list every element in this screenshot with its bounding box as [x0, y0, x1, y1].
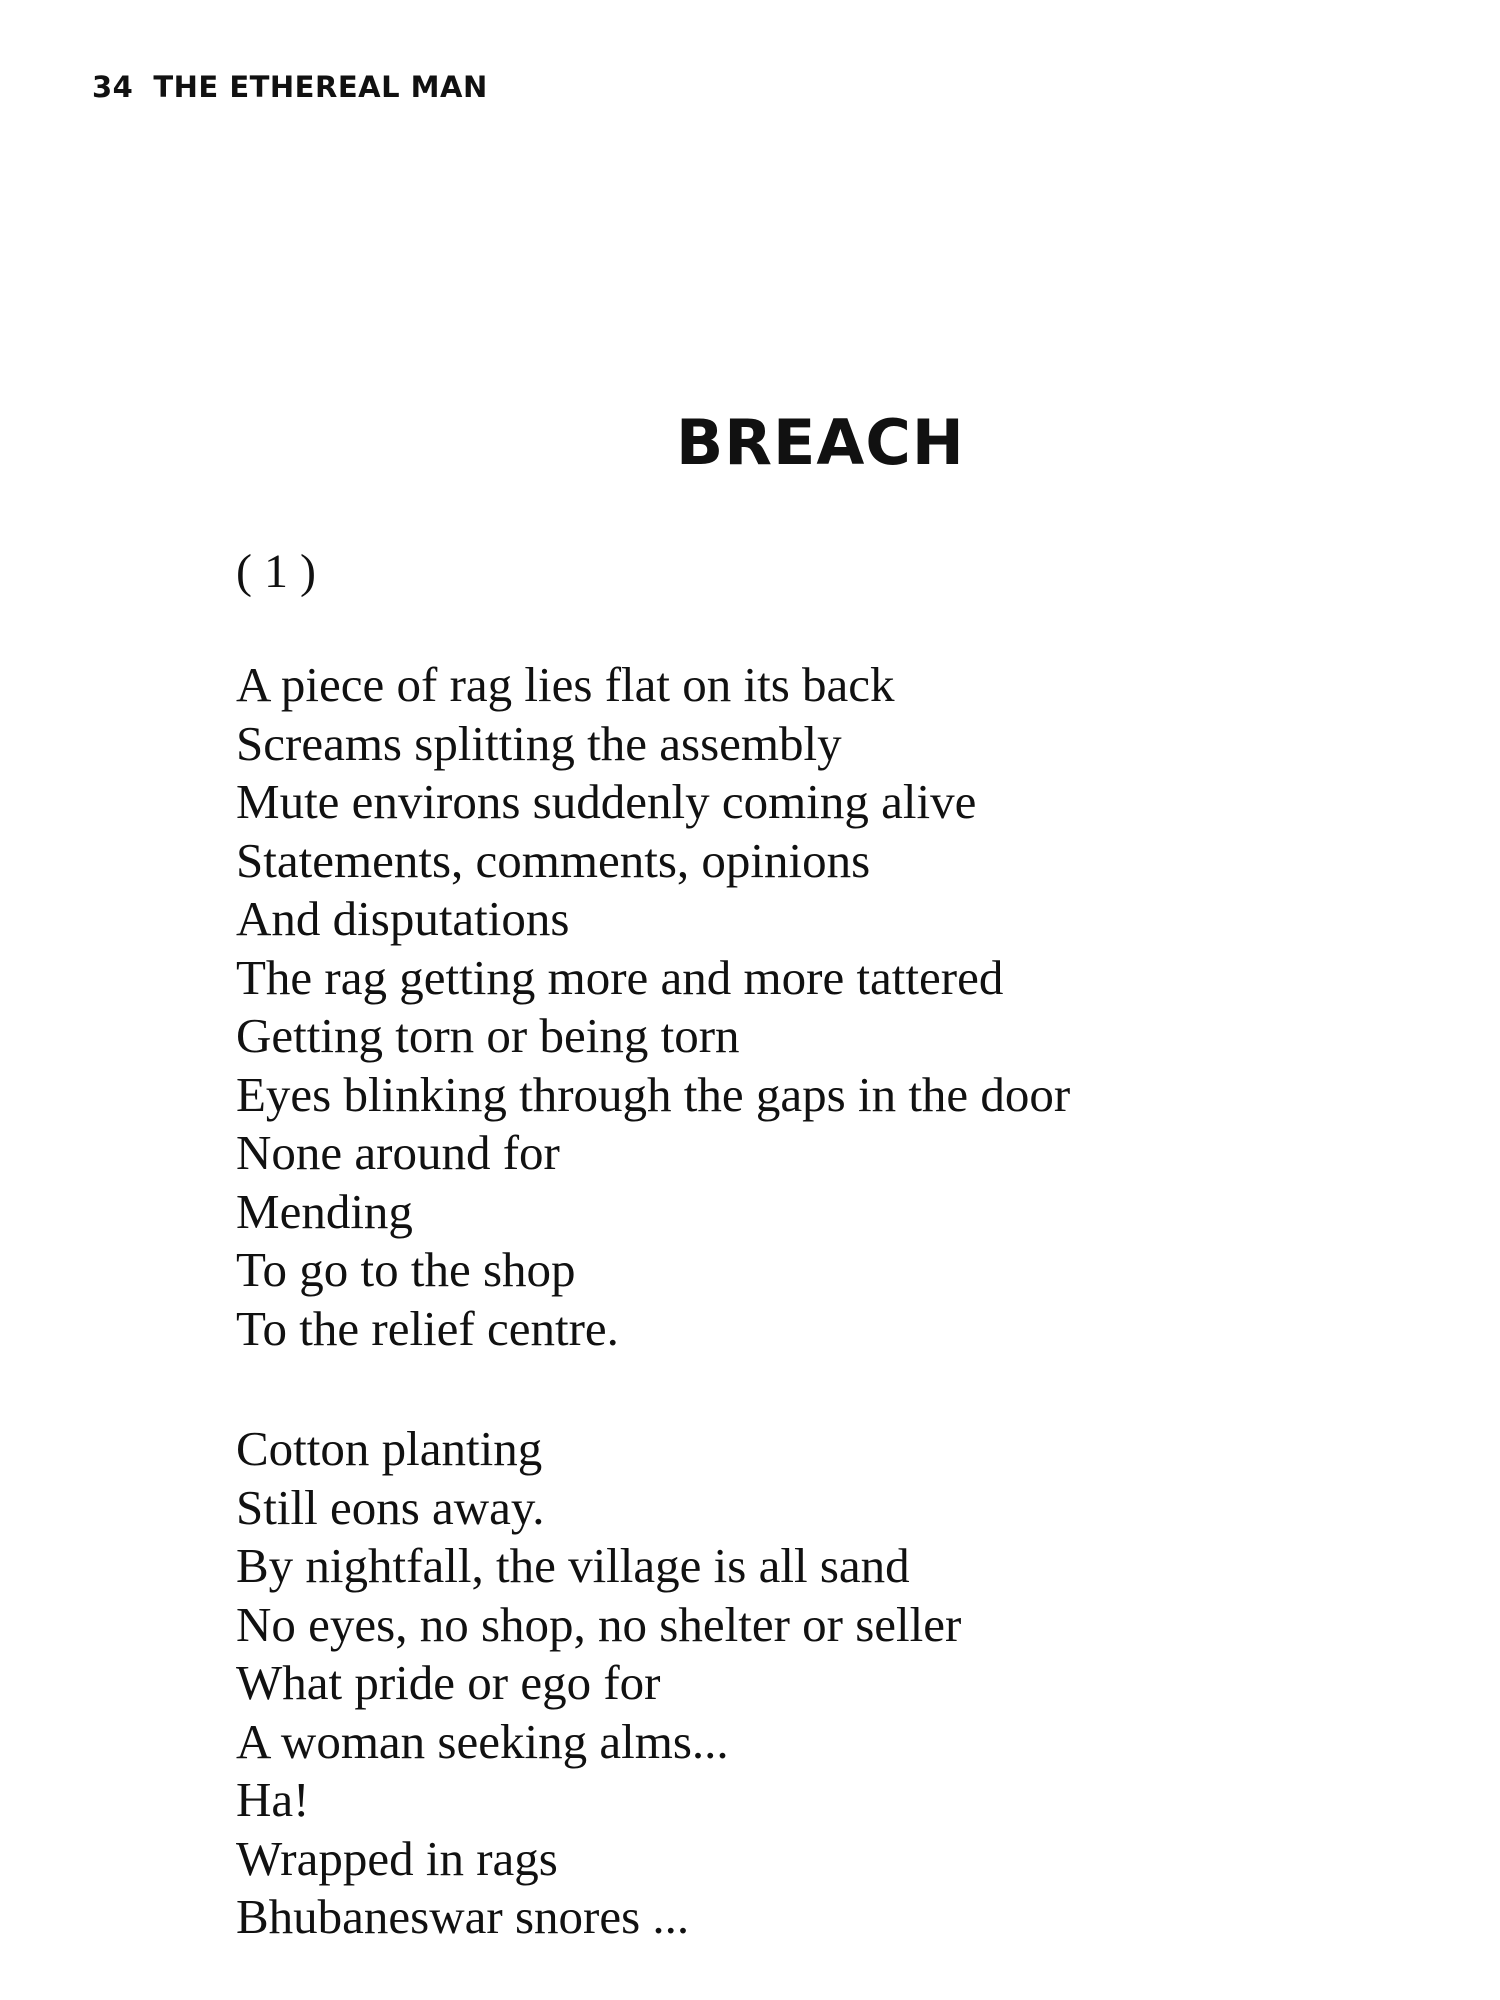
- poem-line: Bhubaneswar snores ...: [236, 1889, 690, 1944]
- poem-line: Getting torn or being torn: [236, 1008, 740, 1063]
- poem-line: And disputations: [236, 891, 570, 946]
- poem-line: The rag getting more and more tattered: [236, 949, 1004, 1005]
- stanza-2: [236, 1420, 961, 1947]
- poem-line: Eyes blinking through the gaps in the door: [236, 1066, 1071, 1122]
- poem-line: Screams splitting the assembly: [236, 715, 842, 771]
- poem-line: Statements, comments, opinions: [236, 832, 871, 888]
- book-title: THE ETHEREAL MAN: [153, 70, 488, 104]
- poem-line: By nightfall, the village is all sand: [236, 1538, 910, 1593]
- stanza-1: [236, 656, 1070, 1358]
- poem-line: Mending: [236, 1183, 413, 1239]
- poem-line: A woman seeking alms...: [236, 1713, 729, 1769]
- poem-line: None around for: [236, 1125, 560, 1180]
- poem-line: Mute environs suddenly coming alive: [236, 774, 977, 829]
- poem-line: Cotton planting: [236, 1421, 543, 1476]
- poem-title: BREACH: [676, 406, 965, 479]
- poem-line: What pride or ego for: [236, 1655, 661, 1710]
- poem-line: Still eons away.: [236, 1479, 545, 1535]
- poem-line: No eyes, no shop, no shelter or seller: [236, 1596, 962, 1652]
- poem-line: A piece of rag lies flat on its back: [236, 657, 895, 712]
- section-number: ( 1 ): [236, 545, 316, 598]
- poem-line: Wrapped in rags: [236, 1830, 558, 1886]
- poem-line: To the relief centre.: [236, 1300, 619, 1356]
- page-number: 34: [92, 70, 134, 104]
- poem-line: To go to the shop: [236, 1242, 576, 1297]
- poem-line: Ha!: [236, 1772, 310, 1827]
- running-head: [92, 70, 488, 104]
